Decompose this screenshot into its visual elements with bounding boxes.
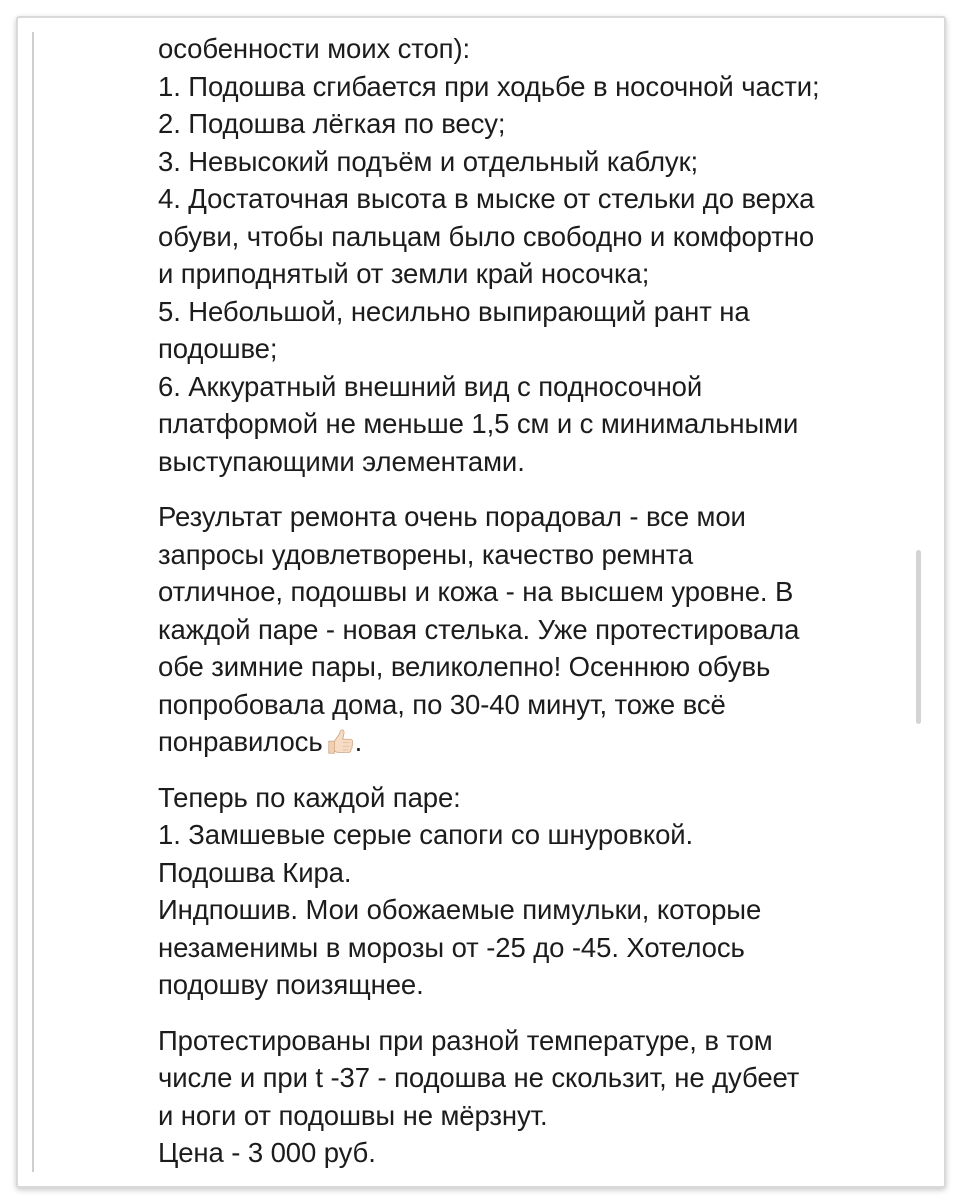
text-after-emoji: . (354, 726, 363, 757)
text-line: Индпошив. Мои обожаемые пимульки, которые (158, 894, 762, 925)
price-line: Цена - 3 000 руб. (158, 1137, 376, 1168)
text-line: Результат ремонта очень порадовал - все мои (158, 501, 746, 532)
text-line: 4. Достаточная высота в мыске от стельки до верха (158, 183, 815, 214)
text-line: выступающими элементами. (158, 445, 525, 477)
text-line: Теперь по каждой паре: (158, 781, 461, 813)
text-line: платформой не меньше 1,5 см и с минимальными (158, 408, 799, 439)
text-line: и приподнятый от земли край носочка; (158, 258, 650, 289)
text-line: 6. Аккуратный внешний вид с подносочной (158, 370, 703, 402)
text-line: 1. Замшевые серые сапоги со шнуровкой. (158, 819, 694, 850)
text-line: 3. Невысокий подъём и отдельный каблук; (158, 145, 699, 177)
thumbs-up-icon (325, 727, 355, 757)
text-line: подошву поизящнее. (158, 969, 424, 1000)
text-line: обуви, чтобы пальцам было свободно и комфортно (158, 220, 815, 252)
text-line: числе и при t -37 - подошва не скользит, не дубеет (158, 1062, 800, 1093)
text-line: подошве; (158, 333, 278, 364)
text-line: и ноги от подошвы не мёрзнут. (158, 1099, 548, 1131)
post-frame (16, 16, 946, 1188)
text-line: 2. Подошва лёгкая по весу; (158, 108, 506, 139)
paragraph-tested (158, 1022, 898, 1172)
text-line-with-emoji (158, 723, 898, 761)
text-line: Протестированы при разной температуре, в том (158, 1024, 773, 1056)
post-text (158, 30, 898, 1188)
text-line: 1. Подошва сгибается при ходьбе в носочной части; (158, 70, 820, 102)
text-line: обе зимние пары, великолепно! Осеннюю обувь (158, 651, 771, 682)
text-line: отличное, подошвы и кожа - на высшем уровне. В (158, 576, 794, 607)
text-line: незаменимы в морозы от -25 до -45. Хотелось (158, 931, 745, 963)
paragraph-result (158, 498, 898, 761)
paragraph-pair-one (158, 779, 898, 1004)
text-before-emoji: понравилось (158, 726, 323, 757)
text-line: Подошва Кира. (158, 856, 352, 888)
text-line: каждой паре - новая стелька. Уже протестировала (158, 613, 800, 645)
text-line: 5. Небольшой, несильно выпирающий рант на (158, 295, 750, 327)
text-line: запросы удовлетворены, качество ремнта (158, 538, 694, 570)
text-line: особенности моих стоп): (158, 33, 471, 64)
left-border-line (32, 32, 34, 1172)
paragraph-requirements (158, 30, 898, 480)
scrollbar-thumb[interactable] (916, 550, 921, 724)
text-line: попробовала дома, по 30-40 минут, тоже всё (158, 688, 726, 720)
